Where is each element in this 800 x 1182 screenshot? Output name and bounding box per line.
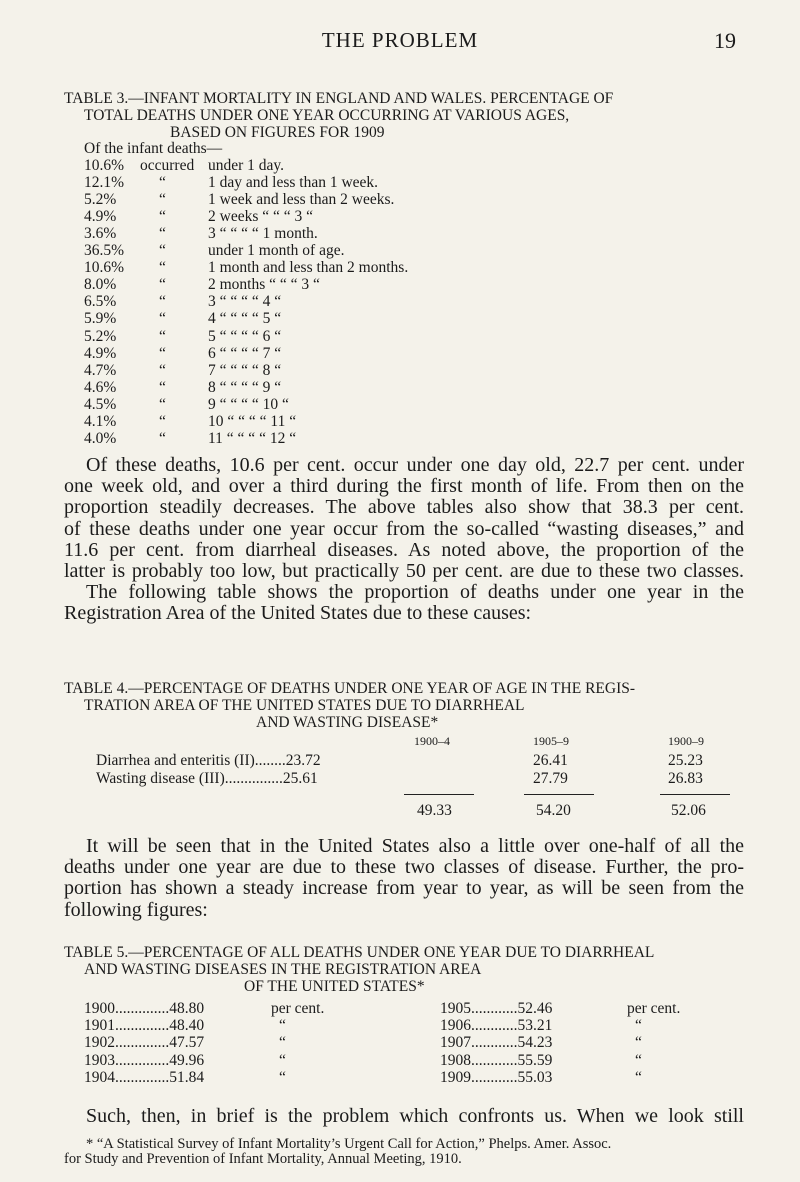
paragraph-line: deaths under one year are due to these two classes of disease. Further, the pro- [64, 856, 744, 879]
table3-age: 2 months “ “ “ 3 “ [208, 276, 320, 294]
table3-percent: 5.2% [84, 327, 117, 345]
table5-unit: “ [279, 1068, 286, 1086]
table5-entry [84, 1052, 204, 1070]
table5-leader: ............ [471, 1034, 518, 1052]
table4-cell: 27.79 [533, 770, 568, 787]
table3-age: 7 “ “ “ “ 8 “ [208, 361, 282, 379]
table3-percent: 5.9% [84, 310, 117, 328]
table3-ditto: “ [159, 293, 166, 311]
table3-percent: 12.1% [84, 174, 125, 192]
table5-entry [84, 1034, 204, 1052]
paragraph-line: following figures: [64, 898, 208, 921]
table5-unit: “ [635, 1017, 642, 1035]
table3-caption-line: BASED ON FIGURES FOR 1909 [170, 124, 385, 141]
table5-value: 55.59 [517, 1051, 553, 1069]
table5-entry [84, 1000, 204, 1018]
table3-age: under 1 day. [208, 157, 285, 174]
table5-value: 53.21 [517, 1017, 553, 1035]
table4-total-rule [660, 794, 730, 795]
paragraph-line: portion has shown a steady increase from year to year, as will be seen from the [64, 877, 744, 900]
table3-ditto: “ [159, 208, 166, 226]
table3-ditto: “ [159, 191, 166, 209]
table4-row-label: Wasting disease (III)...............25.61 [96, 770, 318, 787]
table5-caption-line: OF THE UNITED STATES* [244, 978, 425, 995]
table3-age: 11 “ “ “ “ 12 “ [208, 429, 297, 447]
paragraph-line: 11.6 per cent. from diarrheal diseases. As noted above, the proportion of the [64, 538, 744, 561]
table5-year: 1905 [440, 1000, 471, 1017]
footnote-line: for Study and Prevention of Infant Mortality, Annual Meeting, 1910. [64, 1151, 462, 1167]
table5-entry [440, 1034, 552, 1052]
table5-unit: per cent. [271, 1000, 325, 1017]
page-number: 19 [714, 28, 736, 53]
table5-leader: ............ [471, 1017, 518, 1035]
table4-total-rule [404, 794, 474, 795]
paragraph-2 [64, 836, 744, 921]
table5-value: 48.40 [169, 1017, 205, 1035]
paragraph-line: It will be seen that in the United States also a little over one-half of all the [86, 835, 744, 857]
table5-leader: .............. [115, 1068, 170, 1086]
paragraph-line: one week old, and over a third during the first month of life. From then on the [64, 475, 744, 498]
table3-age: under 1 month of age. [208, 242, 345, 260]
table3-age: 6 “ “ “ “ 7 “ [208, 344, 282, 362]
table3-percent: 36.5% [84, 242, 125, 260]
table5-leader: ............ [471, 1000, 518, 1017]
table3-age: 9 “ “ “ “ 10 “ [208, 395, 289, 413]
table5-value: 48.80 [169, 1000, 205, 1017]
paragraph-line: Of these deaths, 10.6 per cent. occur under one day old, 22.7 per cent. under [86, 454, 744, 476]
table5-unit: “ [635, 1068, 642, 1086]
table4-row-label: Diarrhea and enteritis (II)........23.72 [96, 752, 321, 769]
table4-col-header: 1900–9 [668, 734, 704, 748]
table3-age: 5 “ “ “ “ 6 “ [208, 327, 282, 345]
table3-percent: 4.9% [84, 208, 117, 226]
table5-unit: “ [279, 1017, 286, 1035]
table4-total-rule [524, 794, 594, 795]
paragraph-line: Such, then, in brief is the problem which confronts us. When we look still [86, 1105, 744, 1127]
table4-col-header: 1905–9 [533, 734, 569, 748]
table5-year: 1901 [84, 1017, 115, 1035]
table5-unit: “ [279, 1034, 286, 1052]
table5-value: 49.96 [169, 1051, 205, 1069]
table3-age: 2 weeks “ “ “ 3 “ [208, 208, 314, 226]
table5-year: 1902 [84, 1034, 115, 1052]
table3-ditto: occurred [140, 157, 195, 174]
table4-total: 52.06 [671, 802, 706, 819]
table4-total: 49.33 [417, 802, 452, 819]
table5-entry [440, 1000, 552, 1018]
table3-ditto: “ [159, 225, 166, 243]
table5-unit: “ [635, 1051, 642, 1069]
table5-year: 1907 [440, 1034, 471, 1052]
table5-year: 1900 [84, 1000, 115, 1017]
table5-leader: .............. [115, 1017, 170, 1035]
table5-entry [440, 1017, 552, 1035]
table3-caption-line: TOTAL DEATHS UNDER ONE YEAR OCCURRING AT VARIOUS AGES, [84, 107, 570, 124]
table5-entry [84, 1017, 204, 1035]
table3-ditto: “ [159, 412, 166, 430]
table5-year: 1903 [84, 1051, 115, 1069]
table3-intro: Of the infant deaths— [84, 140, 223, 157]
table5-caption-line: TABLE 5.—PERCENTAGE OF ALL DEATHS UNDER ONE YEAR DUE TO DIARRHEAL [64, 944, 655, 961]
table5-entry [84, 1069, 204, 1087]
footnote [64, 1137, 754, 1167]
table5-leader: .............. [115, 1000, 170, 1017]
table3-ditto: “ [159, 310, 166, 328]
paragraph-1 [64, 455, 744, 625]
paragraph-line: Registration Area of the United States due to these causes: [64, 602, 532, 625]
table3-caption-line: TABLE 3.—INFANT MORTALITY IN ENGLAND AND WALES. PERCENTAGE OF [64, 90, 614, 107]
table3-age: 4 “ “ “ “ 5 “ [208, 310, 282, 328]
table3-ditto: “ [159, 174, 166, 192]
table4-cell: 26.83 [668, 770, 703, 787]
table3-ditto: “ [159, 344, 166, 362]
table3-ditto: “ [159, 395, 166, 413]
table5-leader: .............. [115, 1051, 170, 1069]
table4-caption-line: TABLE 4.—PERCENTAGE OF DEATHS UNDER ONE YEAR OF AGE IN THE REGIS- [64, 680, 636, 697]
table5-entry [440, 1069, 552, 1087]
table5-leader: .............. [115, 1034, 170, 1052]
table3-percent: 10.6% [84, 259, 125, 277]
table3-percent: 4.7% [84, 361, 117, 379]
table4-cell: 25.23 [668, 752, 703, 769]
table3-ditto: “ [159, 276, 166, 294]
paragraph-line: proportion steadily decreases. The above tables also show that 38.3 per cent. [64, 496, 744, 519]
paragraph-line: The following table shows the proportion of deaths under one year in the [86, 581, 744, 604]
table5-caption [64, 944, 744, 995]
table3-percent: 4.1% [84, 412, 117, 430]
table5-unit: “ [635, 1034, 642, 1052]
footnote-line: * “A Statistical Survey of Infant Mortality’s Urgent Call for Action,” Phelps. Amer. Assoc. [86, 1136, 612, 1152]
table5-value: 52.46 [517, 1000, 553, 1017]
table3-age: 3 “ “ “ “ 4 “ [208, 293, 282, 311]
running-head-title: THE PROBLEM [321, 28, 479, 52]
table3-caption [64, 90, 744, 141]
table3-ditto: “ [159, 242, 166, 260]
table5-value: 47.57 [169, 1034, 205, 1052]
table3-ditto: “ [159, 361, 166, 379]
table4-col-header: 1900–4 [414, 734, 450, 748]
table3-age: 10 “ “ “ “ 11 “ [208, 412, 297, 430]
table4-caption [64, 680, 744, 731]
table5-value: 51.84 [169, 1068, 205, 1086]
table3-percent: 8.0% [84, 276, 117, 294]
table3-age: 1 day and less than 1 week. [208, 174, 379, 192]
table3-percent: 4.9% [84, 344, 117, 362]
paragraph-3 [64, 1106, 744, 1127]
table3-percent: 3.6% [84, 225, 117, 243]
table5-caption-line: AND WASTING DISEASES IN THE REGISTRATION AREA [84, 961, 482, 978]
table5-leader: ............ [471, 1068, 518, 1086]
table3-percent: 10.6% [84, 157, 125, 174]
table4-caption-line: TRATION AREA OF THE UNITED STATES DUE TO DIARRHEAL [84, 697, 525, 714]
table3-ditto: “ [159, 259, 166, 277]
table5-year: 1908 [440, 1051, 471, 1069]
table5-value: 54.23 [517, 1034, 553, 1052]
table5-value: 55.03 [517, 1068, 553, 1086]
table5-leader: ............ [471, 1051, 518, 1069]
table3-percent: 4.6% [84, 378, 117, 396]
table4-cell: 26.41 [533, 752, 568, 769]
table3-ditto: “ [159, 378, 166, 396]
table4-caption-line: AND WASTING DISEASE* [256, 714, 439, 731]
table3-age: 1 month and less than 2 months. [208, 259, 409, 277]
table3-percent: 5.2% [84, 191, 117, 209]
table3-age: 3 “ “ “ “ 1 month. [208, 225, 318, 243]
table3-ditto: “ [159, 327, 166, 345]
table3-percent: 4.5% [84, 395, 117, 413]
table3-percent: 4.0% [84, 429, 117, 447]
table5-year: 1909 [440, 1068, 471, 1086]
table3-percent: 6.5% [84, 293, 117, 311]
paragraph-line: of these deaths under one year occur from the so-called “wasting diseases,” and [64, 517, 744, 540]
table5-unit: “ [279, 1051, 286, 1069]
table5-unit: per cent. [627, 1000, 681, 1017]
table3-age: 8 “ “ “ “ 9 “ [208, 378, 282, 396]
paragraph-line: latter is probably too low, but practically 50 per cent. are due to these two classes. [64, 560, 744, 583]
table4-total: 54.20 [536, 802, 571, 819]
table5-year: 1904 [84, 1068, 115, 1086]
table5-entry [440, 1052, 552, 1070]
table5-year: 1906 [440, 1017, 471, 1035]
table3-ditto: “ [159, 429, 166, 447]
table3-age: 1 week and less than 2 weeks. [208, 191, 395, 209]
